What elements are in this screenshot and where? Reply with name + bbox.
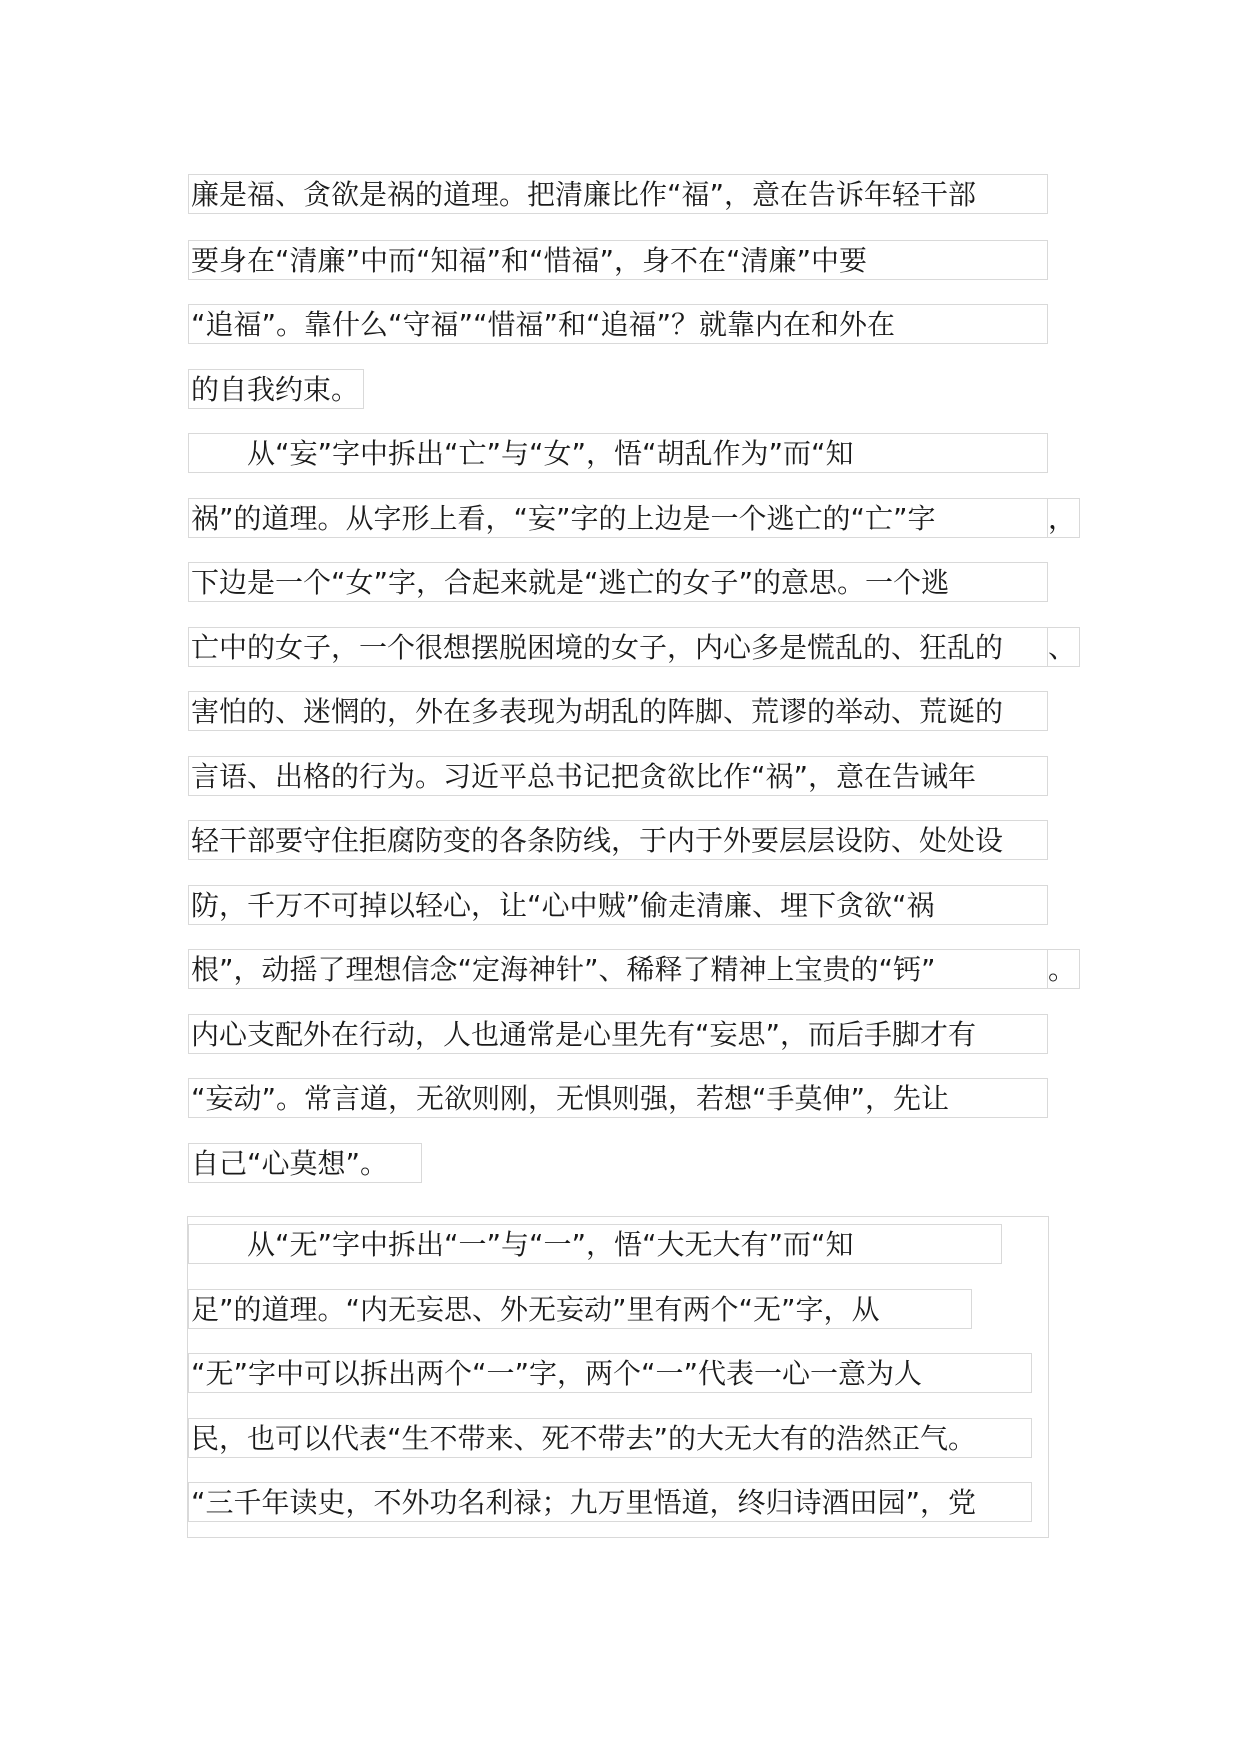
text-line: 言语、出格的行为。习近平总书记把贪欲比作“祸”，意在告诫年 <box>188 756 1048 796</box>
text-line: 内心支配外在行动，人也通常是心里先有“妄思”，而后手脚才有 <box>188 1014 1048 1054</box>
text-line: 足”的道理。“内无妄思、外无妄动”里有两个“无”字，从 <box>188 1289 972 1329</box>
line-overflow-punctuation: ， <box>1048 498 1080 538</box>
text-line: 的自我约束。 <box>188 369 364 409</box>
text-line: 下边是一个“女”字，合起来就是“逃亡的女子”的意思。一个逃 <box>188 562 1048 602</box>
text-line: 祸”的道理。从字形上看，“妄”字的上边是一个逃亡的“亡”字 <box>188 498 1048 538</box>
text-line: 害怕的、迷惘的，外在多表现为胡乱的阵脚、荒谬的举动、荒诞的 <box>188 691 1048 731</box>
text-line: “无”字中可以拆出两个“一”字，两个“一”代表一心一意为人 <box>188 1353 1032 1393</box>
text-line: 根”，动摇了理想信念“定海神针”、稀释了精神上宝贵的“钙” <box>188 949 1048 989</box>
text-line: 廉是福、贪欲是祸的道理。把清廉比作“福”，意在告诉年轻干部 <box>188 174 1048 214</box>
text-line: 从“妄”字中拆出“亡”与“女”，悟“胡乱作为”而“知 <box>188 433 1048 473</box>
line-overflow-punctuation: 。 <box>1048 949 1080 989</box>
text-line: “妄动”。常言道，无欲则刚，无惧则强，若想“手莫伸”，先让 <box>188 1078 1048 1118</box>
text-line: 防，千万不可掉以轻心，让“心中贼”偷走清廉、埋下贪欲“祸 <box>188 885 1048 925</box>
text-line: “追福”。靠什么“守福”“惜福”和“追福”？就靠内在和外在 <box>188 304 1048 344</box>
text-line: 民，也可以代表“生不带来、死不带去”的大无大有的浩然正气。 <box>188 1418 1032 1458</box>
text-line: “三千年读史，不外功名利禄；九万里悟道，终归诗酒田园”，党 <box>188 1482 1032 1522</box>
text-line: 自己“心莫想”。 <box>188 1143 422 1183</box>
text-line: 亡中的女子，一个很想摆脱困境的女子，内心多是慌乱的、狂乱的 <box>188 627 1048 667</box>
text-line: 从“无”字中拆出“一”与“一”，悟“大无大有”而“知 <box>188 1224 1002 1264</box>
text-line: 要身在“清廉”中而“知福”和“惜福”，身不在“清廉”中要 <box>188 240 1048 280</box>
line-overflow-punctuation: 、 <box>1048 627 1080 667</box>
text-line: 轻干部要守住拒腐防变的各条防线，于内于外要层层设防、处处设 <box>188 820 1048 860</box>
